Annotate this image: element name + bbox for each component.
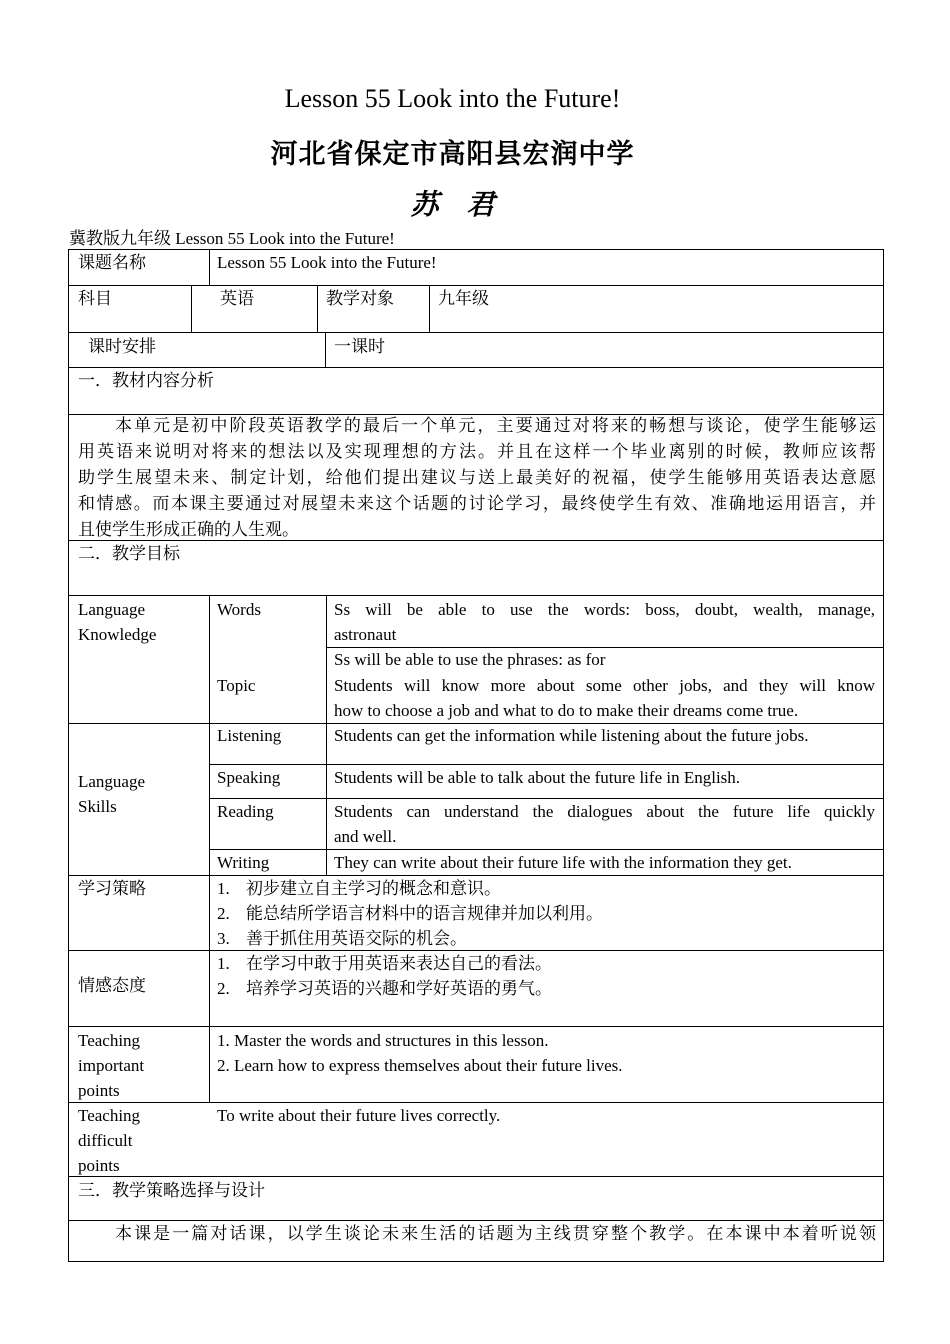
lesson-plan-table xyxy=(68,249,884,1262)
words-objective: Ss will be able to use the words: boss, doubt, wealth, manage, astronaut xyxy=(334,600,875,644)
subject-label: 科目 xyxy=(78,289,112,308)
topic-obj-label: Topic xyxy=(217,676,256,695)
important-points-label: Teaching important points xyxy=(78,1031,145,1100)
reading-objective: Students can understand the dialogues about the future life quickly and well. xyxy=(334,802,875,846)
audience-value: 九年级 xyxy=(438,289,489,308)
language-knowledge-label: Language Knowledge xyxy=(78,600,157,644)
subject-value: 英语 xyxy=(220,289,254,308)
lesson-title: Lesson 55 Look into the Future! xyxy=(284,84,621,113)
school-name: 河北省保定市高阳县宏润中学 xyxy=(270,139,635,169)
strategy-paragraph: 本课是一篇对话课，以学生谈论未来生活的话题为主线贯穿整个教学。在本课中本着听说领 xyxy=(115,1224,876,1243)
section-heading-analysis: 一．教材内容分析 xyxy=(78,371,214,390)
writing-label: Writing xyxy=(217,853,270,872)
reading-label: Reading xyxy=(217,802,274,821)
difficult-points-text: To write about their future lives correctly. xyxy=(217,1106,501,1125)
document-caption: 冀教版九年级 Lesson 55 Look into the Future! xyxy=(69,229,395,248)
hours-value: 一课时 xyxy=(334,337,385,356)
strategy-label: 学习策略 xyxy=(78,879,146,898)
section-heading-objectives: 二．教学目标 xyxy=(78,544,180,563)
speaking-objective: Students will be able to talk about the future life in English. xyxy=(334,768,741,787)
attitude-list: 1. 在学习中敢于用英语来表达自己的看法。 2. 培养学习英语的兴趣和学好英语的勇气。 xyxy=(217,954,552,998)
strategy-list: 1. 初步建立自主学习的概念和意识。 2. 能总结所学语言材料中的语言规律并加以利用。 3. 善于抓住用英语交际的机会。 xyxy=(217,879,603,948)
speaking-label: Speaking xyxy=(217,768,281,787)
listening-objective: Students can get the information while listening about the future jobs. xyxy=(334,726,809,745)
writing-objective: They can write about their future life with the information they get. xyxy=(334,853,792,872)
listening-label: Listening xyxy=(217,726,282,745)
language-skills-label: Language Skills xyxy=(78,772,146,816)
topic-objective: Students will know more about some other jobs, and they will know how to choose a job and what to do to make their dreams come true. xyxy=(334,676,875,720)
difficult-points-label: Teaching difficult points xyxy=(78,1106,141,1175)
words-label: Words xyxy=(217,600,261,619)
audience-label: 教学对象 xyxy=(326,289,394,308)
hours-label: 课时安排 xyxy=(88,337,156,356)
important-points-list: 1. Master the words and structures in this lesson. 2. Learn how to express themselves about their future lives. xyxy=(217,1031,623,1075)
author-name: 苏 君 xyxy=(410,190,495,221)
section-heading-strategy: 三．教学策略选择与设计 xyxy=(78,1181,265,1200)
topic-label: 课题名称 xyxy=(78,253,146,272)
analysis-paragraph: 本单元是初中阶段英语教学的最后一个单元，主要通过对将来的畅想与谈论，使学生能够运 用英语来说明对将来的想法以及实现理想的方法。并且在这样一个毕业离别的时候，教师应该帮 助学生展望未来、制定计划，给他们提出建议与送上最美好的祝福，使学生能够用英语表达意愿 和情感。而本课主要通过对展望未来这个话题的讨论学习，最终使学生有效、准确地运用语言，并 且使学生形成正确的人生观。 xyxy=(78,416,876,539)
phrases-objective: Ss will be able to use the phrases: as for xyxy=(334,650,606,669)
attitude-label: 情感态度 xyxy=(78,976,146,995)
topic-value: Lesson 55 Look into the Future! xyxy=(217,253,437,272)
